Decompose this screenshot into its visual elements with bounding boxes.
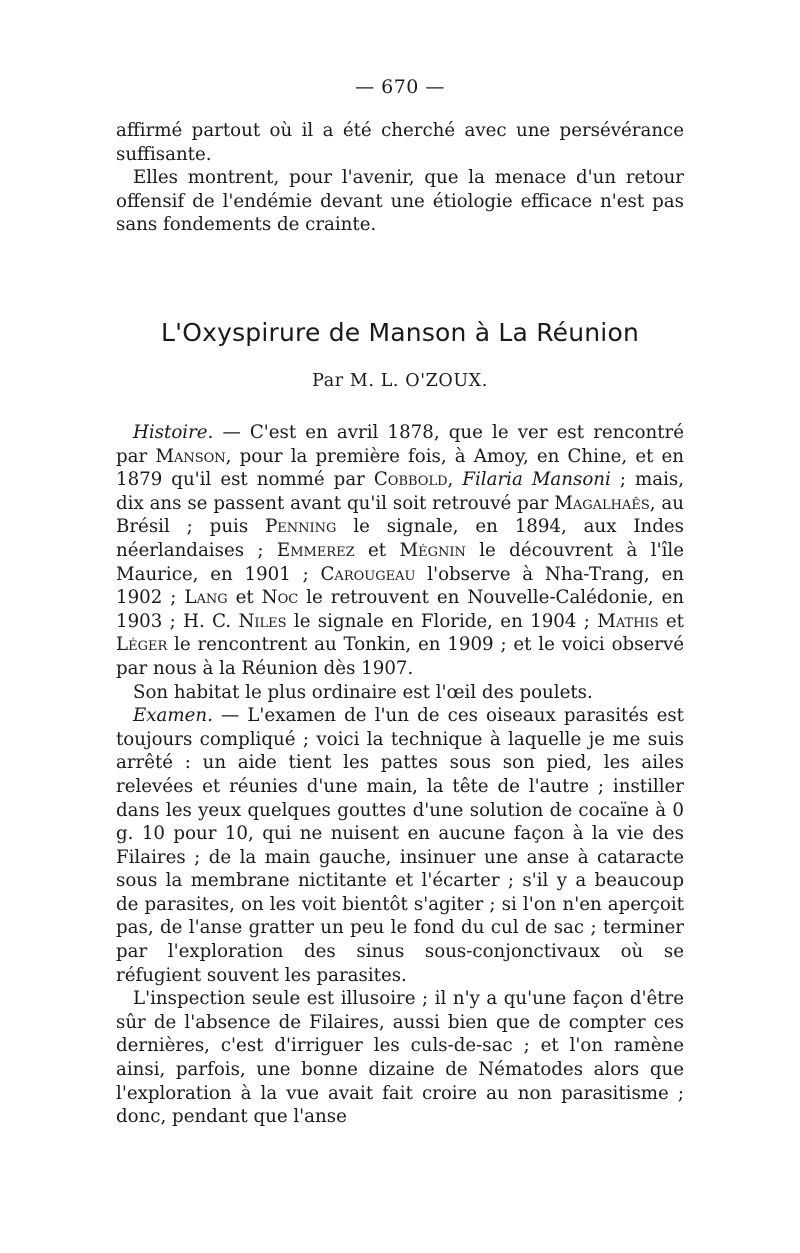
histoire-text-1: — C'est en avril 1878, que le ver est rencontré par	[116, 422, 684, 467]
histoire-text-4: ; mais, dix ans se passent avant qu'il soit retrouvé par	[116, 469, 684, 514]
histoire-text-10: et	[227, 587, 262, 609]
examen-text: — L'examen de l'un de ces oiseaux parasités est toujours compliqué ; voici la technique à laquelle je me suis arrêté : un aide tient les pattes sous son pied, les ailes relevées et réunies d'une main, la tête de l'autre ; instiller dans les yeux quelques gouttes d'une solution de cocaïne à 0 g. 10 pour 10, qui ne nuisent en aucune façon à la vie des Filaires ; de la main gauche, insinuer une anse à cataracte sous la membrane nictitante et l'écarter ; s'il y a beaucoup de parasites, on les voit bientôt s'agiter ; si l'on n'en aperçoit pas, de l'anse gratter un peu le fond du cul de sac ; terminer par l'exploration des sinus sous-conjonctivaux où se réfugient souvent les parasites.	[116, 705, 684, 986]
author-manson: Manson	[155, 445, 226, 467]
intro-paragraph-1: affirmé partout où il a été cherché avec une persévérance suffisante.	[116, 120, 684, 165]
examen-label: Examen.	[133, 705, 213, 727]
author-carougeau: Carougeau	[320, 563, 416, 585]
author-noc: Noc	[261, 587, 299, 609]
histoire-text-12: le signale en Floride, en 1904 ;	[286, 610, 598, 632]
histoire-text-8: le découvrent à l'île Maurice, en 1901 ;	[116, 539, 684, 585]
author-cobbold: Cobbold	[373, 469, 448, 491]
page-number: — 670 —	[355, 76, 445, 98]
histoire-text-2: , pour la première fois, à Amoy, en Chine, et en 1879 qu'il est nommé par	[116, 445, 685, 491]
histoire-label: Histoire.	[133, 422, 214, 443]
histoire-text-13: et	[658, 610, 684, 632]
species-name: Filaria Mansoni	[462, 469, 611, 491]
author-lang: Lang	[184, 587, 228, 609]
author-niles: H. C. Niles	[183, 610, 287, 632]
histoire-text-6: le signale, en 1894, aux Indes néerlandaises ;	[116, 516, 684, 561]
histoire-text-7: et	[354, 539, 400, 561]
author-magalhaes: Magalhaês	[554, 492, 650, 514]
histoire-text-3: ,	[447, 469, 463, 491]
histoire-text-11: le retrouvent en Nouvelle-Calédonie, en 1903 ;	[116, 587, 684, 632]
intro-paragraph-2: Elles montrent, pour l'avenir, que la menace d'un retour offensif de l'endémie devant une étiologie efficace n'est pas sans fondements de crainte.	[116, 167, 684, 236]
author-penning: Penning	[265, 516, 337, 538]
article-body	[116, 421, 684, 1129]
histoire-text-14: le rencontrent au Tonkin, en 1909 ; et le voici observé par nous à la Réunion dès 1907.	[116, 634, 684, 679]
examen-paragraph	[116, 704, 684, 987]
intro-text	[116, 119, 684, 237]
author-megnin: Mégnin	[399, 539, 466, 561]
author-emmerez: Emmerez	[276, 539, 355, 561]
author-leger: Léger	[116, 634, 168, 656]
histoire-text-5: , au Brésil ; puis	[116, 492, 684, 538]
habitat-paragraph: Son habitat le plus ordinaire est l'œil des poulets.	[133, 681, 593, 703]
article-title: L'Oxyspirure de Manson à La Réunion	[161, 318, 639, 347]
inspection-paragraph: L'inspection seule est illusoire ; il n'y a qu'une façon d'être sûr de l'absence de Filaires, aussi bien que de compter ces dernières, c'est d'irriguer les culs-de-sac ; et l'on ramène ainsi, parfois, une bonne dizaine de Nématodes alors que l'exploration à la vue avait fait croire au non parasitisme ; donc, pendant que l'anse	[116, 988, 684, 1128]
author-mathis: Mathis	[597, 610, 659, 632]
histoire-text-9: l'observe à Nha-Trang, en 1902 ;	[116, 563, 684, 609]
histoire-paragraph	[116, 421, 684, 681]
article-byline: Par M. L. O'ZOUX.	[312, 371, 488, 391]
